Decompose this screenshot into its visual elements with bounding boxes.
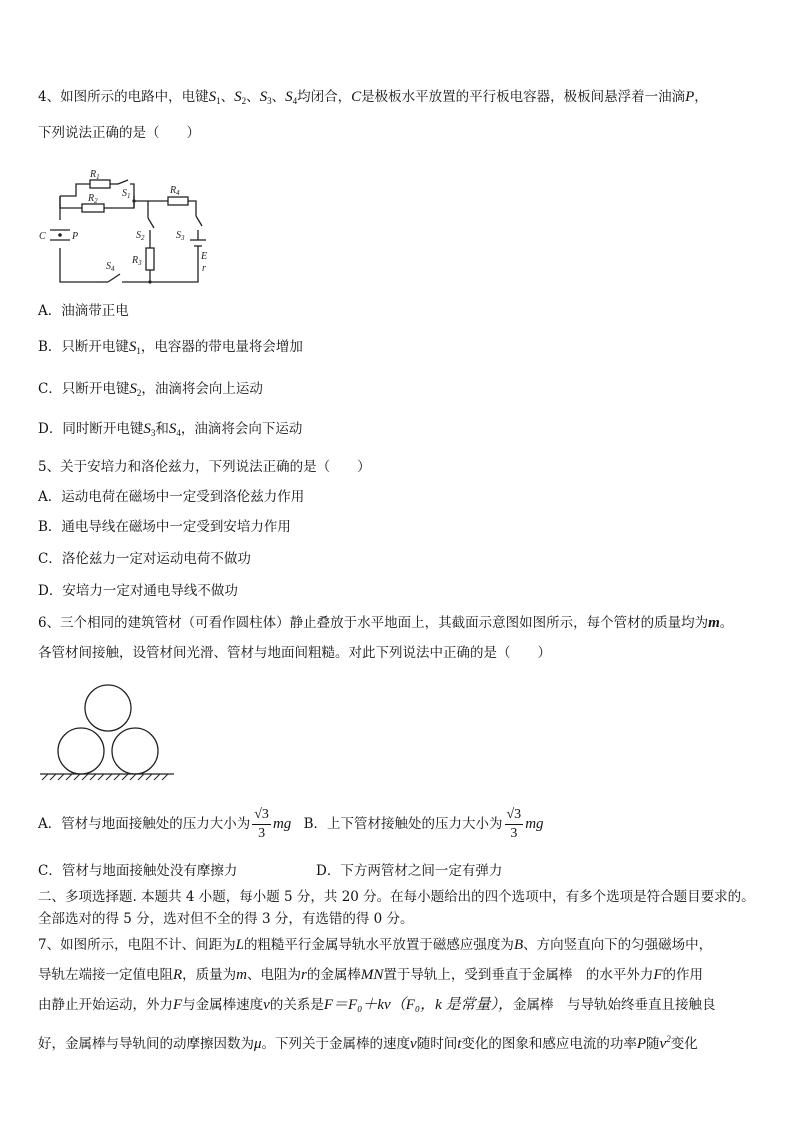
label-c: C [39,231,46,242]
bottom-left-pipe [58,728,104,774]
q5-option-b: B．通电导线在磁场中一定受到安培力作用 [38,519,291,535]
label-s3: $S_3$ [176,230,185,242]
label-r1: $R_1$ [90,169,100,181]
q6-stem-line1: 6、三个相同的建筑管材（可看作圆柱体）静止叠放于水平地面上，其截面示意图如图所示，每个管材的质量均为m。 [38,615,734,631]
q6-option-c: C．管材与地面接触处没有摩擦力 [38,863,238,879]
top-pipe [85,685,131,731]
q4-stem-line2: 下列说法正确的是（ ） [38,125,200,141]
label-r-internal: r [202,263,206,274]
label-p: P [72,231,79,242]
q6-options-ab: A．管材与地面接触处的压力大小为 $\frac{√3}{3}$ mg B．上下管材接触处的压力大小为 $\frac{√3}{3}$ mg [38,807,544,841]
label-r4: $R_4$ [170,185,180,197]
q7-line4: 好，金属棒与导轨间的动摩擦因数为μ。下列关于金属棒的速度v随时间t变化的图象和感应电流的功率P随$v^2$变化 [38,1034,698,1052]
label-e: E [201,251,208,262]
bottom-right-pipe [112,728,158,774]
circuit-diagram [38,168,218,288]
label-s2: $S_2$ [136,230,145,242]
oil-drop-dot [58,233,62,237]
label-s1: $S_1$ [122,188,131,200]
q6-option-d: D．下方两管材之间一定有弹力 [316,863,503,879]
q4-stem-line1: 4、如图所示的电路中，电键$S_1$、$S_2$、$S_3$、$S_4$均闭合，C是极板水平放置的平行板电容器，极板间悬浮着一油滴P， [38,89,708,106]
q4-option-d: D．同时断开电键$S_3$和$S_4$，油滴将会向下运动 [38,421,303,438]
q7-line2: 导轨左端接一定值电阻R，质量为m、电阻为r的金属棒MN置于导轨上，受到垂直于金属棒 的水平外力F的作用 [38,967,704,983]
label-r3: $R_3$ [132,255,142,267]
s4-symbol: $S_4$ [285,89,298,106]
s3-symbol: $S_3$ [259,89,272,106]
q5-option-c: C．洛伦兹力一定对运动电荷不做功 [38,551,251,567]
fraction-b: $\frac{√3}{3}$ [506,807,522,841]
q7-line1: 7、如图所示，电阻不计、间距为L的粗糙平行金属导轨水平放置于磁感应强度为B、方向竖直向下的匀强磁场中， [38,937,713,953]
label-s4: $S_4$ [106,261,115,273]
q5-option-d: D．安培力一定对通电导线不做功 [38,583,238,599]
q4-option-a: A．油滴带正电 [38,303,129,319]
q5-option-a: A．运动电荷在磁场中一定受到洛伦兹力作用 [38,489,305,505]
q5-stem: 5、关于安培力和洛伦兹力，下列说法正确的是（ ） [38,459,371,475]
pipes-diagram [38,676,178,786]
q6-stem-line2: 各管材间接触，设管材间光滑、管材与地面间粗糙。对此下列说法中正确的是（ ） [38,645,551,661]
s1-symbol: $S_1$ [208,89,221,106]
section2-line1: 二、多项选择题. 本题共 4 小题，每小题 5 分，共 20 分。在每小题给出的四个选项中，有多个选项是符合题目要求的。 [38,889,755,905]
q7-line3: 由静止开始运动，外力F与金属棒速度v的关系是F＝F₀＋kv（F₀，k 是常量），金属棒 与导轨始终垂直且接触良 [38,997,716,1013]
section2-line2: 全部选对的得 5 分，选对但不全的得 3 分，有选错的得 0 分。 [38,911,414,927]
fraction-a: $\frac{√3}{3}$ [254,807,269,841]
ground-hatching [42,774,168,780]
q4-option-b: B．只断开电键$S_1$，电容器的带电量将会增加 [38,339,303,356]
s2-symbol: $S_2$ [234,89,247,106]
q4-option-c: C．只断开电键$S_2$，油滴将会向上运动 [38,381,263,398]
label-r2: $R_2$ [88,193,98,205]
